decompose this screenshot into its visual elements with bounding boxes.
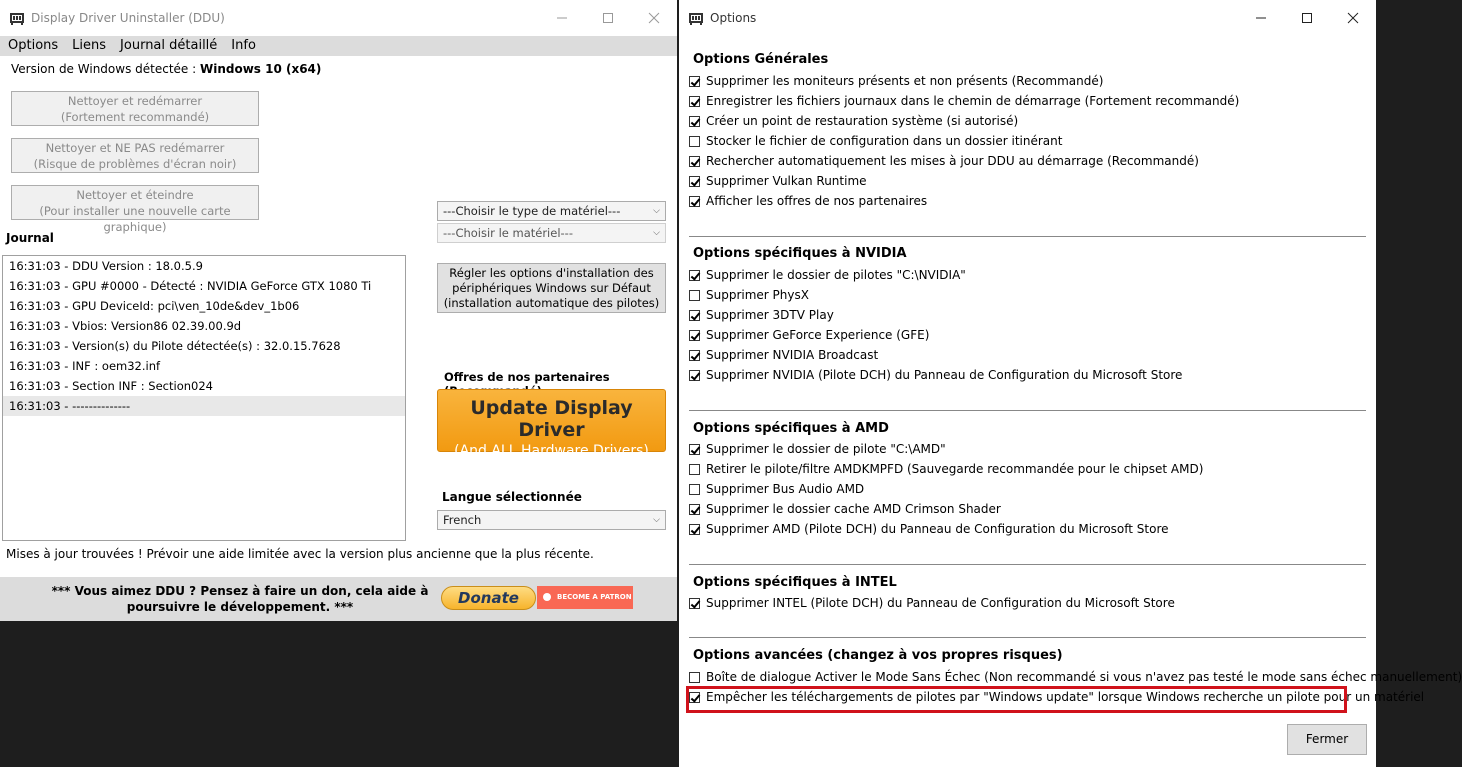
hardware-device-value: ---Choisir le matériel--- <box>443 226 573 240</box>
button-sublabel: (Fortement recommandé) <box>60 110 210 124</box>
checkbox-checked-icon[interactable] <box>689 444 700 455</box>
update-button-title: Update Display Driver <box>470 397 633 441</box>
hardware-type-value: ---Choisir le type de matériel--- <box>443 204 621 218</box>
chevron-down-icon: ⌵ <box>653 206 660 216</box>
option-checkbox[interactable] <box>689 172 867 190</box>
checkbox-unchecked-icon[interactable] <box>689 484 700 495</box>
checkbox-checked-icon[interactable] <box>689 116 700 127</box>
option-label: Supprimer le dossier de pilote "C:\AMD" <box>706 442 946 456</box>
option-label: Créer un point de restauration système (si autorisé) <box>706 114 1019 128</box>
option-checkbox[interactable] <box>689 72 1103 90</box>
clean-no-restart-button[interactable] <box>11 138 259 173</box>
checkbox-checked-icon[interactable] <box>689 370 700 381</box>
clean-restart-button[interactable] <box>11 91 259 126</box>
option-label: Empêcher les téléchargements de pilotes par "Windows update" lorsque Windows recherche un pilote pour un matériel <box>706 690 1425 704</box>
option-checkbox[interactable] <box>689 132 1062 150</box>
options-titlebar <box>679 0 1376 36</box>
option-checkbox[interactable] <box>689 520 1169 538</box>
section-title: Options spécifiques à INTEL <box>693 575 897 590</box>
journal-row[interactable]: 16:31:03 - INF : oem32.inf <box>9 359 161 373</box>
journal-row[interactable]: 16:31:03 - DDU Version : 18.0.5.9 <box>9 259 203 273</box>
maximize-icon <box>1302 13 1312 23</box>
option-checkbox[interactable] <box>689 286 809 304</box>
checkbox-unchecked-icon[interactable] <box>689 290 700 301</box>
maximize-icon <box>603 13 613 23</box>
maximize-button[interactable] <box>1284 0 1330 36</box>
journal-list[interactable] <box>2 255 406 541</box>
option-label: Supprimer PhysX <box>706 288 809 302</box>
menu-links[interactable]: Liens <box>72 38 107 53</box>
checkbox-checked-icon[interactable] <box>689 270 700 281</box>
option-checkbox[interactable] <box>689 152 1199 170</box>
windows-version <box>11 62 321 76</box>
button-label: Nettoyer et redémarrer <box>67 94 203 108</box>
maximize-button[interactable] <box>585 0 631 36</box>
hardware-device-select[interactable] <box>437 223 666 243</box>
checkbox-checked-icon[interactable] <box>689 598 700 609</box>
partners-label: Offres de nos partenaires <box>444 370 610 384</box>
menu-options[interactable]: Options <box>8 38 59 53</box>
patron-label: BECOME A PATRON <box>557 593 632 601</box>
option-label: Supprimer Bus Audio AMD <box>706 482 865 496</box>
minimize-button[interactable] <box>539 0 585 36</box>
windows-version-value: Windows 10 (x64) <box>199 62 322 76</box>
option-label: Supprimer les moniteurs présents et non présents (Recommandé) <box>706 74 1104 88</box>
checkbox-checked-icon[interactable] <box>689 156 700 167</box>
option-checkbox[interactable] <box>689 192 927 210</box>
donation-text: *** Vous aimez DDU ? Pensez à faire un don, cela aide à poursuivre le développement. *** <box>51 584 429 614</box>
option-checkbox[interactable] <box>689 366 1182 384</box>
journal-row[interactable]: 16:31:03 - GPU #0000 - Détecté : NVIDIA GeForce GTX 1080 Ti <box>9 279 372 293</box>
option-checkbox[interactable] <box>689 326 929 344</box>
chevron-down-icon: ⌵ <box>653 515 660 525</box>
option-label: Stocker le fichier de configuration dans un dossier itinérant <box>706 134 1063 148</box>
journal-row[interactable]: 16:31:03 - Vbios: Version86 02.39.00.9d <box>9 319 242 333</box>
options-window <box>679 0 1462 767</box>
option-label: Supprimer NVIDIA Broadcast <box>706 348 879 362</box>
option-label: Enregistrer les fichiers journaux dans le chemin de démarrage (Fortement recommandé) <box>706 94 1240 108</box>
checkbox-checked-icon[interactable] <box>689 76 700 87</box>
ddu-app-icon <box>9 10 25 26</box>
close-button[interactable] <box>1330 0 1376 36</box>
section-title: Options spécifiques à NVIDIA <box>693 246 907 261</box>
menu-detailed-log[interactable]: Journal détaillé <box>120 38 218 53</box>
journal-row[interactable]: 16:31:03 - -------------- <box>3 396 405 416</box>
button-label-line: (installation automatique des pilotes) <box>443 296 660 310</box>
close-options-button[interactable]: Fermer <box>1287 724 1367 755</box>
menu-info[interactable]: Info <box>231 38 256 53</box>
checkbox-unchecked-icon[interactable] <box>689 136 700 147</box>
option-label: Retirer le pilote/filtre AMDKMPFD (Sauvegarde recommandée pour le chipset AMD) <box>706 462 1204 476</box>
option-label: Rechercher automatiquement les mises à jour DDU au démarrage (Recommandé) <box>706 154 1199 168</box>
option-checkbox[interactable] <box>689 92 1239 110</box>
checkbox-checked-icon[interactable] <box>689 196 700 207</box>
journal-row[interactable]: 16:31:03 - Version(s) du Pilote détectée(s) : 32.0.15.7628 <box>9 339 341 353</box>
highlight-box <box>686 686 1347 713</box>
option-checkbox[interactable] <box>689 460 1203 478</box>
checkbox-checked-icon[interactable] <box>689 524 700 535</box>
option-checkbox[interactable] <box>689 500 1001 518</box>
donate-button[interactable]: Donate <box>441 586 536 610</box>
section-title: Options Générales <box>693 52 829 67</box>
checkbox-unchecked-icon[interactable] <box>689 672 700 683</box>
section-divider <box>689 236 1366 237</box>
button-label-line: Régler les options d'installation des <box>449 266 654 280</box>
option-checkbox[interactable] <box>689 668 1462 686</box>
option-checkbox[interactable] <box>689 440 946 458</box>
option-label: Supprimer AMD (Pilote DCH) du Panneau de Configuration du Microsoft Store <box>706 522 1169 536</box>
option-label: Afficher les offres de nos partenaires <box>706 194 928 208</box>
checkbox-unchecked-icon[interactable] <box>689 464 700 475</box>
option-checkbox[interactable] <box>689 480 864 498</box>
language-select[interactable] <box>437 510 666 530</box>
patreon-icon <box>543 593 551 601</box>
section-divider <box>689 410 1366 411</box>
checkbox-checked-icon[interactable] <box>689 330 700 341</box>
minimize-button[interactable] <box>1238 0 1284 36</box>
option-label: Supprimer le dossier de pilotes "C:\NVIDIA" <box>706 268 966 282</box>
option-label: Supprimer INTEL (Pilote DCH) du Panneau de Configuration du Microsoft Store <box>706 596 1175 610</box>
update-button-subtitle: (And ALL Hardware Drivers) <box>454 443 649 459</box>
button-label: Nettoyer et éteindre <box>76 188 194 202</box>
reset-device-install-button[interactable] <box>437 263 666 313</box>
update-display-driver-button[interactable] <box>437 389 666 459</box>
option-label: Supprimer GeForce Experience (GFE) <box>706 328 930 342</box>
minimize-icon <box>557 13 567 23</box>
ddu-app-icon <box>688 10 704 26</box>
close-icon <box>649 13 659 23</box>
section-title: Options spécifiques à AMD <box>693 421 889 436</box>
option-label: Supprimer NVIDIA (Pilote DCH) du Panneau de Configuration du Microsoft Store <box>706 368 1183 382</box>
language-label: Langue sélectionnée <box>442 490 582 504</box>
chevron-down-icon: ⌵ <box>653 228 660 238</box>
journal-label: Journal <box>6 231 54 245</box>
menu-bar <box>0 36 677 56</box>
windows-version-label: Version de Windows détectée : <box>11 62 200 76</box>
checkbox-checked-icon[interactable] <box>689 350 700 361</box>
status-text: Mises à jour trouvées ! Prévoir une aide limitée avec la version plus ancienne que la plus récente. <box>6 547 594 561</box>
option-checkbox[interactable] <box>689 306 834 324</box>
checkbox-checked-icon[interactable] <box>689 504 700 515</box>
journal-row[interactable]: 16:31:03 - GPU DeviceId: pci\ven_10de&dev_1b06 <box>9 299 300 313</box>
option-checkbox[interactable] <box>689 594 1175 612</box>
section-divider <box>689 637 1366 638</box>
button-sublabel: (Risque de problèmes d'écran noir) <box>33 157 237 171</box>
section-title: Options avancées (changez à vos propres risques) <box>693 648 1063 663</box>
checkbox-checked-icon[interactable] <box>689 176 700 187</box>
option-label: Supprimer le dossier cache AMD Crimson Shader <box>706 502 1001 516</box>
option-checkbox[interactable] <box>689 266 966 284</box>
hardware-type-select[interactable] <box>437 201 666 221</box>
close-icon <box>1348 13 1358 23</box>
options-window-title: Options <box>710 11 757 25</box>
become-patron-button[interactable] <box>537 586 633 609</box>
ddu-titlebar <box>0 0 677 36</box>
close-button[interactable] <box>631 0 677 36</box>
option-checkbox[interactable] <box>689 112 1018 130</box>
ddu-window <box>0 0 677 621</box>
section-divider <box>689 564 1366 565</box>
checkbox-checked-icon[interactable] <box>689 96 700 107</box>
option-label: Supprimer 3DTV Play <box>706 308 834 322</box>
language-value: French <box>443 513 482 527</box>
donation-bar <box>0 577 677 621</box>
ddu-window-title: Display Driver Uninstaller (DDU) <box>31 11 225 25</box>
option-label: Boîte de dialogue Activer le Mode Sans Échec (Non recommandé si vous n'avez pas testé le mode sans échec manuellement) <box>706 670 1462 684</box>
button-sublabel: (Pour installer une nouvelle carte graphique) <box>39 204 231 234</box>
option-checkbox[interactable] <box>689 346 878 364</box>
button-label-line: périphériques Windows sur Défaut <box>452 281 651 295</box>
checkbox-checked-icon[interactable] <box>689 310 700 321</box>
option-label: Supprimer Vulkan Runtime <box>706 174 867 188</box>
clean-shutdown-button[interactable] <box>11 185 259 234</box>
minimize-icon <box>1256 13 1266 23</box>
journal-row[interactable]: 16:31:03 - Section INF : Section024 <box>9 379 213 393</box>
button-label: Nettoyer et NE PAS redémarrer <box>45 141 225 155</box>
